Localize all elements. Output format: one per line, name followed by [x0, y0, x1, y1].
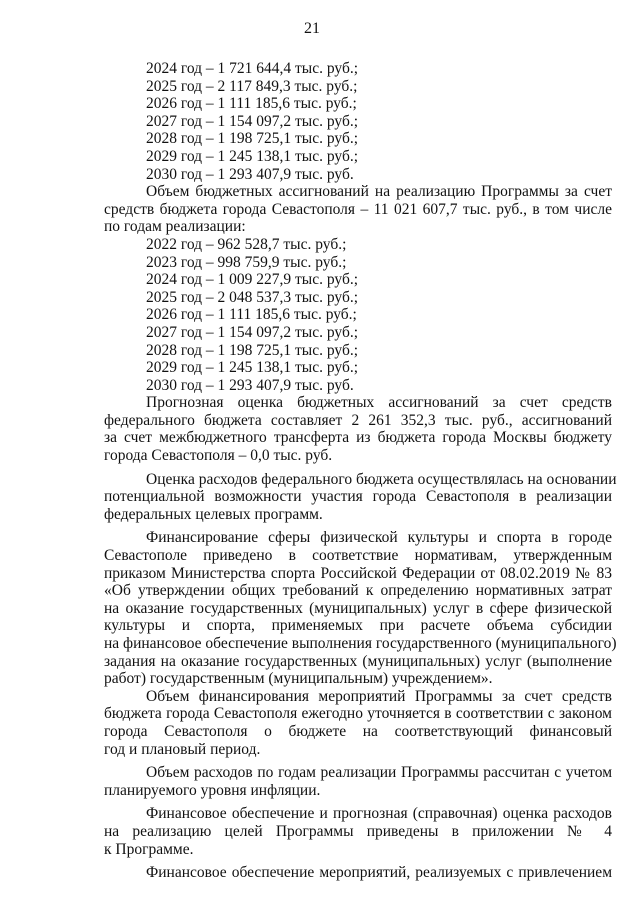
- paragraph-line: потенциальной возможности участия города Севастополя в реализации: [104, 488, 612, 506]
- paragraph-line: Объем бюджетных ассигнований на реализацию Программы за счет: [146, 183, 612, 201]
- paragraph-line: на финансовое обеспечение выполнения государственного (муниципального): [104, 635, 617, 652]
- paragraph-line: «Об утверждении общих требований к определению нормативных затрат: [104, 582, 612, 600]
- paragraph-attracted-funding: [104, 864, 612, 882]
- list-item: 2023 год – 998 759,9 тыс. руб.;: [146, 253, 347, 271]
- list-item: 2027 год – 1 154 097,2 тыс. руб.;: [146, 112, 359, 130]
- list-item: 2029 год – 1 245 138,1 тыс. руб.;: [146, 147, 359, 165]
- paragraph-line: культуры и спорта, применяемых при расчете объема субсидии: [104, 617, 612, 635]
- paragraph-line: работ) государственным (муниципальным) учреждением».: [104, 670, 493, 688]
- paragraph-line: средств бюджета города Севастополя – 11 021 607,7 тыс. руб., в том числе: [104, 200, 612, 218]
- list-item: 2028 год – 1 198 725,1 тыс. руб.;: [146, 130, 359, 148]
- paragraph-line: Оценка расходов федерального бюджета осуществлялась на основании: [146, 470, 617, 488]
- list-item: 2027 год – 1 154 097,2 тыс. руб.;: [146, 323, 359, 341]
- list-item: 2024 год – 1 721 644,4 тыс. руб.;: [146, 60, 359, 77]
- paragraph-line: по годам реализации:: [104, 218, 246, 236]
- list-item: 2030 год – 1 293 407,9 тыс. руб.: [146, 165, 354, 183]
- paragraph-line: федеральных целевых программ.: [104, 505, 323, 523]
- paragraph-line: Объем финансирования мероприятий Программы за счет средств: [146, 687, 612, 705]
- document-body: [104, 60, 617, 882]
- list-item: 2030 год – 1 293 407,9 тыс. руб.: [146, 376, 354, 394]
- paragraph-federal-assessment: [104, 470, 617, 524]
- paragraph-line: на оказание государственных (муниципальных) услуг в сфере физической: [104, 599, 612, 617]
- paragraph-line: Прогнозная оценка бюджетных ассигнований за счет средств: [146, 394, 612, 412]
- paragraph-line: год и плановый период.: [104, 740, 261, 758]
- budget-list-city: [104, 236, 612, 394]
- paragraph-city-budget: [104, 183, 612, 236]
- paragraph-line: за счет межбюджетного трансферта из бюджета города Москвы бюджету: [104, 429, 612, 447]
- page-number: 21: [304, 20, 320, 37]
- paragraph-appendix-reference: [104, 805, 612, 858]
- paragraph-line: города Севастополя – 0,0 тыс. руб.: [104, 447, 333, 465]
- paragraph-line: Финансирование сферы физической культуры и спорта в городе: [146, 529, 612, 547]
- paragraph-inflation: [104, 764, 612, 799]
- paragraph-line: федерального бюджета составляет 2 261 352,3 тыс. руб., ассигнований: [104, 411, 612, 429]
- paragraph-line: бюджета города Севастополя ежегодно уточняется в соответствии с законом: [104, 705, 612, 723]
- paragraph-line: приказом Министерства спорта Российской Федерации от 08.02.2019 № 83: [104, 564, 612, 582]
- paragraph-line: Финансовое обеспечение мероприятий, реализуемых с привлечением: [146, 864, 612, 882]
- list-item: 2026 год – 1 111 185,6 тыс. руб.;: [146, 95, 357, 113]
- paragraph-line: к Программе.: [104, 840, 194, 858]
- budget-list-total: [104, 60, 612, 183]
- list-item: 2024 год – 1 009 227,9 тыс. руб.;: [146, 271, 359, 289]
- list-item: 2026 год – 1 111 185,6 тыс. руб.;: [146, 306, 357, 324]
- paragraph-line: задания на оказание государственных (муниципальных) услуг (выполнение: [104, 652, 612, 670]
- list-item: 2025 год – 2 117 849,3 тыс. руб.;: [146, 77, 358, 95]
- list-item: 2028 год – 1 198 725,1 тыс. руб.;: [146, 341, 359, 359]
- list-item: 2025 год – 2 048 537,3 тыс. руб.;: [146, 288, 359, 306]
- paragraph-line: Севастополе приведено в соответствие нормативам, утвержденным: [104, 547, 612, 565]
- paragraph-line: Объем расходов по годам реализации Программы рассчитан с учетом: [146, 764, 612, 782]
- paragraph-federal-estimate: [104, 394, 612, 464]
- list-item: 2029 год – 1 245 138,1 тыс. руб.;: [146, 359, 359, 377]
- paragraph-line: Финансовое обеспечение и прогнозная (справочная) оценка расходов: [146, 805, 612, 823]
- paragraph-line: города Севастополя о бюджете на соответствующий финансовый: [104, 722, 612, 740]
- paragraph-line: планируемого уровня инфляции.: [104, 781, 321, 799]
- paragraph-sports-financing: [104, 529, 617, 688]
- paragraph-line: на реализацию целей Программы приведены в приложении № 4: [104, 822, 612, 840]
- paragraph-program-funding: [104, 688, 612, 758]
- list-item: 2022 год – 962 528,7 тыс. руб.;: [146, 235, 347, 253]
